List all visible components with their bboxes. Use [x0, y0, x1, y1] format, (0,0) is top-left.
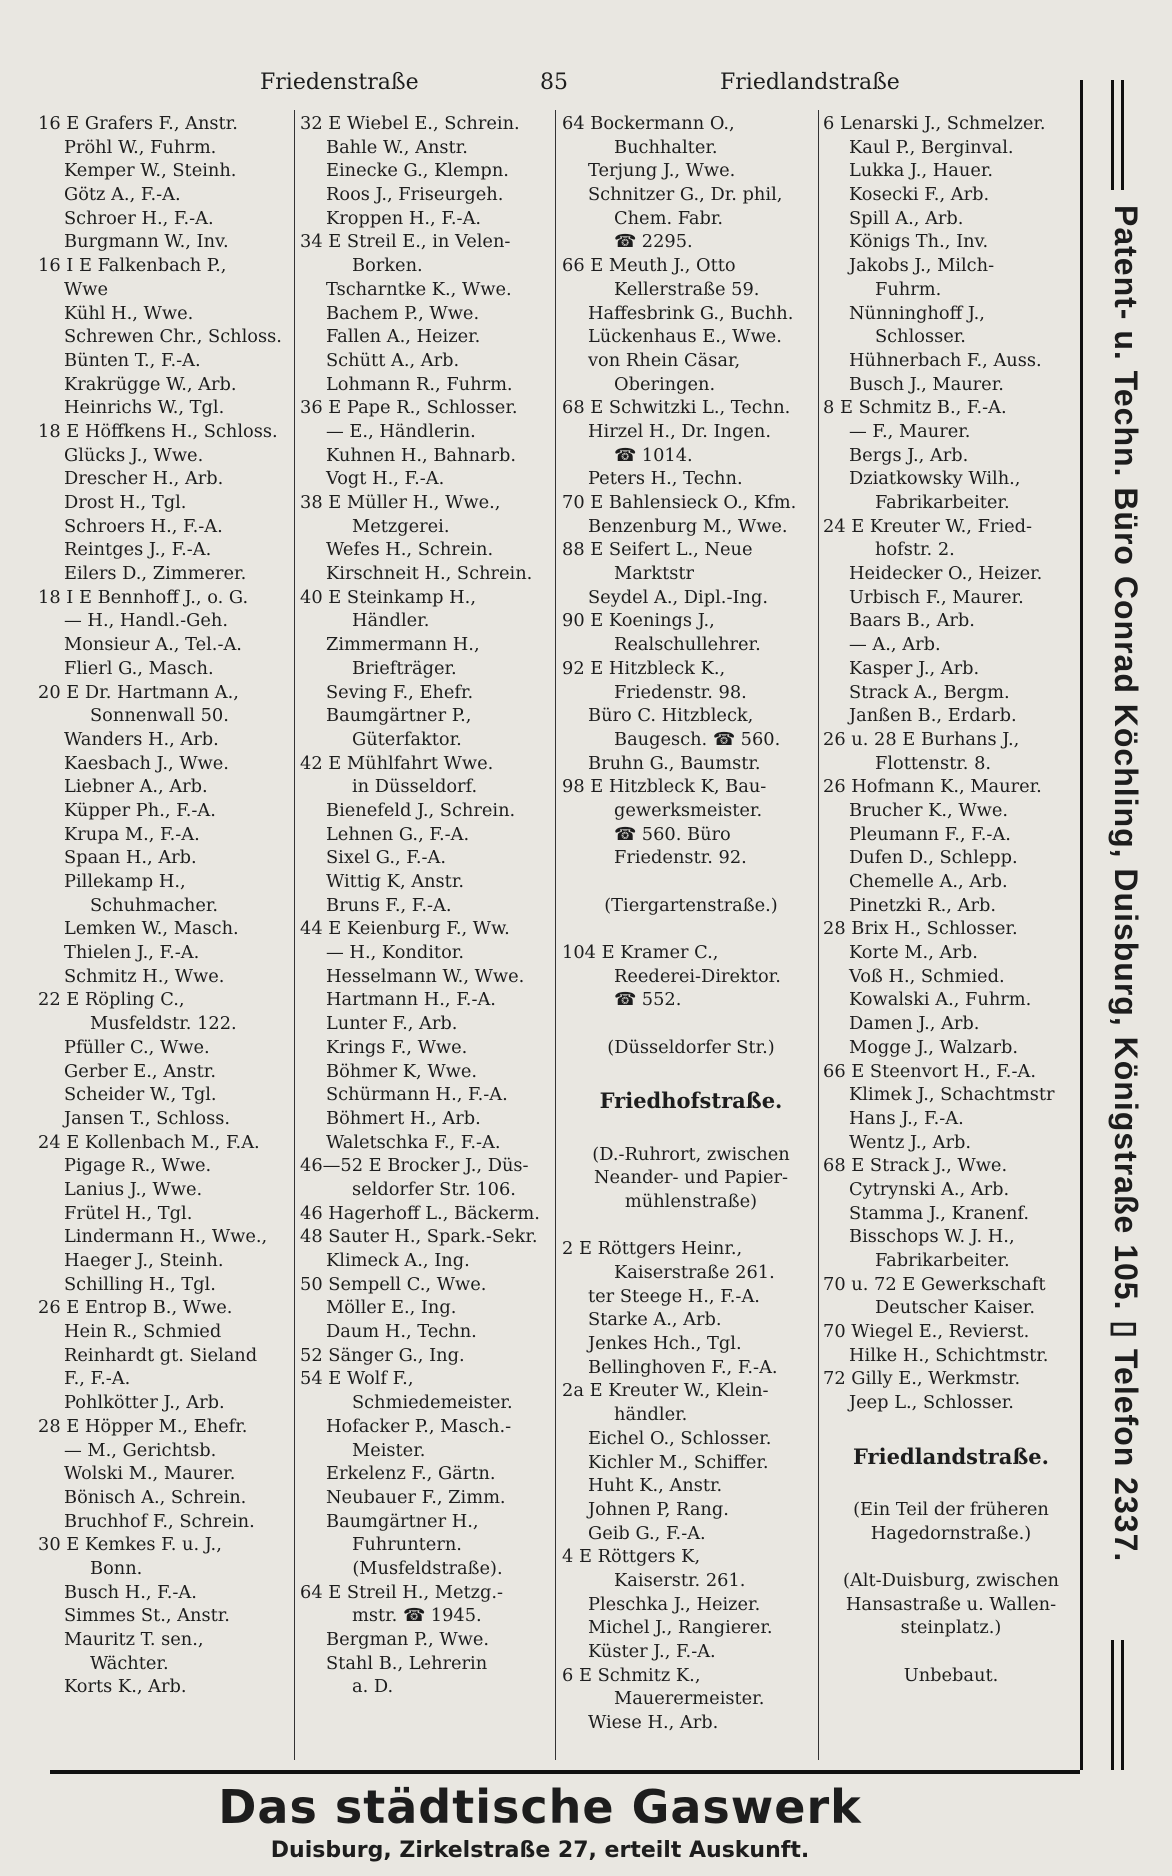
directory-entry: Jansen T., Schloss. [64, 1107, 231, 1129]
directory-entry: händler. [614, 1404, 688, 1426]
directory-entry: Seving F., Ehefr. [326, 681, 474, 703]
directory-entry [562, 1119, 820, 1143]
header-left-street: Friedenstraße [260, 70, 419, 95]
directory-entry: Hesselmann W., Wwe. [326, 965, 525, 987]
directory-entry: Seydel A., Dipl.-Ing. [588, 586, 768, 608]
directory-entry: 4 E Röttgers K, [562, 1546, 701, 1568]
directory-entry: Kühl H., Wwe. [64, 302, 194, 324]
directory-entry: — F., Maurer. [849, 420, 971, 442]
directory-entry: Fuhruntern. [352, 1534, 462, 1556]
directory-entry: Buchhalter. [614, 136, 718, 158]
directory-entry: 42 E Mühlfahrt Wwe. [300, 752, 494, 774]
directory-entry: Bienefeld J., Schrein. [326, 799, 516, 821]
directory-entry: Kichler M., Schiffer. [588, 1451, 769, 1473]
directory-entry: Reederei-Direktor. [614, 965, 781, 987]
directory-entry: ☎ 552. [614, 989, 682, 1011]
directory-entry: Eilers D., Zimmerer. [64, 563, 247, 585]
directory-entry: Borken. [352, 255, 423, 277]
directory-entry: Deutscher Kaiser. [875, 1297, 1036, 1319]
directory-entry: Terjung J., Wwe. [588, 160, 736, 182]
directory-entry: 2a E Kreuter W., Klein- [562, 1380, 769, 1402]
directory-entry: (Tiergartenstraße.) [604, 894, 778, 916]
directory-entry: Drost H., Tgl. [64, 492, 187, 513]
directory-entry: Krings F., Wwe. [326, 1036, 468, 1058]
directory-entry: 54 E Wolf F., [300, 1368, 414, 1390]
directory-entry: (Ein Teil der früheren [853, 1498, 1049, 1520]
directory-entry: Neubauer F., Zimm. [326, 1486, 506, 1508]
directory-entry: Bergs J., Arb. [849, 444, 969, 466]
directory-entry: Pinetzki R., Arb. [849, 894, 996, 916]
directory-entry: 28 Brix H., Schlosser. [823, 918, 1018, 940]
directory-entry: Klimek J., Schachtmstr [849, 1084, 1055, 1106]
directory-entry: Böhmert H., Arb. [326, 1107, 481, 1129]
directory-entry: Johnen P, Rang. [588, 1498, 729, 1520]
directory-entry: Bönisch A., Schrein. [64, 1486, 247, 1508]
directory-entry: Fabrikarbeiter. [875, 492, 1010, 513]
directory-entry: Einecke G., Klempn. [326, 160, 509, 182]
directory-entry: Schroer H., F.-A. [64, 207, 214, 229]
directory-entry: hofstr. 2. [875, 539, 955, 561]
directory-entry: Schilling H., Tgl. [64, 1273, 216, 1295]
directory-entry: Lukka J., Hauer. [849, 160, 994, 182]
directory-entry: 20 E Dr. Hartmann A., [38, 681, 239, 703]
directory-entry: 6 E Schmitz K., [562, 1664, 701, 1686]
directory-entry: Bonn. [90, 1557, 143, 1579]
directory-entry: Starke A., Arb. [588, 1309, 722, 1331]
directory-entry: 40 E Steinkamp H., [300, 586, 476, 608]
directory-entry: Friedenstr. 98. [614, 681, 747, 703]
directory-entry: mstr. ☎ 1945. [352, 1605, 482, 1627]
directory-entry: Waletschka F., F.-A. [326, 1131, 501, 1153]
directory-entry: Jeep L., Schlosser. [849, 1392, 1014, 1414]
directory-entry: Böhmer K, Wwe. [326, 1060, 478, 1082]
directory-entry: Pillekamp H., [64, 871, 186, 892]
directory-entry: Jenkes Hch., Tgl. [588, 1333, 742, 1355]
directory-entry: Wwe [64, 278, 109, 300]
directory-entry: Thielen J., F.-A. [64, 942, 200, 964]
directory-entry: — E., Händlerin. [326, 420, 476, 442]
street-heading: Friedhofstraße. [599, 1088, 783, 1114]
directory-entry: 16 E Grafers F., Anstr. [38, 113, 238, 134]
directory-entry: 22 E Röpling C., [38, 989, 185, 1011]
directory-entry: Kaul P., Berginval. [849, 136, 1014, 158]
directory-entry: Huht K., Anstr. [588, 1475, 723, 1497]
directory-entry: Stahl B., Lehrerin [326, 1652, 488, 1674]
column-3 [562, 112, 820, 1735]
directory-entry: Benzenburg M., Wwe. [588, 515, 788, 537]
directory-entry: Baars B., Arb. [849, 610, 975, 632]
decorative-rule [1111, 80, 1114, 190]
directory-entry: Reinhardt gt. Sieland [64, 1344, 258, 1366]
directory-entry: Bruns F., F.-A. [326, 894, 452, 916]
directory-entry: Reintges J., F.-A. [64, 539, 212, 561]
directory-entry: Monsieur A., Tel.-A. [64, 634, 242, 656]
directory-entry: Königs Th., Inv. [849, 231, 989, 253]
directory-entry: 88 E Seifert L., Neue [562, 539, 753, 561]
directory-entry: Wächter. [90, 1652, 169, 1674]
directory-entry: Busch H., F.-A. [64, 1581, 197, 1603]
directory-entry [823, 1640, 1079, 1664]
directory-entry: Händler. [352, 610, 430, 632]
directory-entry: seldorfer Str. 106. [352, 1178, 516, 1200]
directory-entry [823, 1415, 1079, 1439]
directory-entry: mühlenstraße) [624, 1190, 758, 1212]
directory-entry: Kowalski A., Fuhrm. [849, 989, 1032, 1011]
directory-entry: 66 E Meuth J., Otto [562, 255, 736, 277]
directory-entry: 18 I E Bennhoff J., o. G. [38, 586, 249, 608]
directory-entry: Schütt A., Arb. [326, 349, 460, 371]
directory-entry: 28 E Höpper M., Ehefr. [38, 1415, 248, 1437]
directory-entry: — M., Gerichtsb. [64, 1439, 217, 1461]
directory-entry: 32 E Wiebel E., Schrein. [300, 113, 520, 134]
directory-entry [562, 1060, 820, 1084]
directory-entry: Metzgerei. [352, 515, 450, 537]
directory-entry: Haeger J., Steinh. [64, 1250, 224, 1271]
header-right-street: Friedlandstraße [720, 70, 900, 95]
directory-entry: Baumgärtner H., [326, 1510, 479, 1532]
directory-entry: Bisschops W. J. H., [849, 1226, 1015, 1248]
directory-entry: F., F.-A. [64, 1368, 131, 1390]
directory-entry: Schuhmacher. [90, 894, 219, 916]
decorative-rule [1121, 80, 1124, 190]
directory-entry: 66 E Steenvort H., F.-A. [823, 1060, 1036, 1082]
directory-entry: Schürmann H., F.-A. [326, 1084, 508, 1106]
directory-entry: Dziatkowsky Wilh., [849, 468, 1021, 490]
directory-entry: Bruhn G., Baumstr. [588, 752, 761, 774]
directory-entry: von Rhein Cäsar, [588, 349, 741, 371]
directory-entry: 70 u. 72 E Gewerkschaft [823, 1273, 1046, 1295]
directory-entry: Bachem P., Wwe. [326, 302, 480, 324]
directory-entry: 64 E Streil H., Metzg.- [300, 1581, 504, 1603]
directory-entry: 26 Hofmann K., Maurer. [823, 776, 1042, 798]
directory-entry: 8 E Schmitz B., F.-A. [823, 397, 1007, 419]
directory-entry: Möller E., Ing. [326, 1297, 457, 1319]
column-1 [38, 112, 290, 1699]
directory-entry: Fallen A., Heizer. [326, 326, 481, 348]
directory-entry: Vogt H., F.-A. [326, 468, 445, 490]
column-divider [555, 110, 556, 1760]
directory-entry: Hofacker P., Masch.- [326, 1415, 512, 1437]
directory-entry: Hirzel H., Dr. Ingen. [588, 420, 771, 442]
directory-entry: 18 E Höffkens H., Schloss. [38, 420, 278, 442]
directory-entry [823, 1545, 1079, 1569]
directory-entry: Urbisch F., Maurer. [849, 586, 1024, 608]
directory-entry: Peters H., Techn. [588, 468, 743, 490]
directory-entry: (Musfeldstraße). [352, 1557, 503, 1579]
directory-entry: Spill A., Arb. [849, 207, 964, 229]
column-divider [294, 110, 295, 1760]
directory-entry: 48 Sauter H., Spark.-Sekr. [300, 1226, 538, 1248]
directory-entry: 36 E Pape R., Schlosser. [300, 397, 518, 419]
decorative-rule [1111, 1640, 1114, 1770]
directory-entry: Bahle W., Anstr. [326, 136, 468, 158]
directory-entry: Lückenhaus E., Wwe. [588, 326, 782, 348]
directory-entry: Küpper Ph., F.-A. [64, 799, 216, 821]
directory-entry: Lohmann R., Fuhrm. [326, 373, 513, 395]
directory-entry [562, 870, 820, 894]
directory-entry: Pleschka J., Heizer. [588, 1593, 761, 1615]
directory-entry [562, 1012, 820, 1036]
directory-entry: Erkelenz F., Gärtn. [326, 1463, 496, 1485]
directory-entry: 68 E Strack J., Wwe. [823, 1155, 1008, 1177]
directory-entry: Mauritz T. sen., [64, 1629, 204, 1650]
directory-entry: Heinrichs W., Tgl. [64, 397, 225, 419]
page-header [30, 70, 1070, 104]
directory-entry: Nünninghoff J., [849, 302, 985, 324]
directory-entry: Cytrynski A., Arb. [849, 1178, 1010, 1200]
directory-entry: ter Steege H., F.-A. [588, 1285, 760, 1307]
directory-entry: Flierl G., Masch. [64, 657, 214, 679]
directory-entry: Kosecki F., Arb. [849, 184, 990, 206]
directory-entry: — H., Konditor. [326, 942, 464, 964]
footer-ad-title: Das städtische Gaswerk [218, 1780, 862, 1834]
directory-entry: 34 E Streil E., in Velen- [300, 231, 511, 253]
directory-entry: gewerksmeister. [614, 799, 763, 821]
directory-entry: 98 E Hitzbleck K, Bau- [562, 776, 767, 798]
directory-entry: Bergman P., Wwe. [326, 1629, 490, 1650]
directory-entry: 24 E Kreuter W., Fried- [823, 515, 1033, 537]
directory-entry: Wentz J., Arb. [849, 1131, 972, 1153]
directory-entry: 2 E Röttgers Heinr., [562, 1238, 743, 1260]
directory-entry: Krupa M., F.-A. [64, 823, 200, 845]
directory-entry: Hartmann H., F.-A. [326, 989, 496, 1011]
directory-entry: Mauerermeister. [614, 1688, 765, 1710]
page-number: 85 [540, 70, 568, 95]
directory-entry: ☎ 2295. [614, 231, 693, 253]
directory-entry: Hein R., Schmied [64, 1321, 222, 1343]
directory-entry: Tscharntke K., Wwe. [326, 278, 512, 300]
directory-entry: Meister. [352, 1439, 426, 1461]
directory-entry: Kirschneit H., Schrein. [326, 563, 533, 585]
directory-entry: Kaiserstr. 261. [614, 1569, 746, 1591]
directory-entry [562, 917, 820, 941]
directory-entry: Gerber E., Anstr. [64, 1060, 216, 1082]
directory-entry: 68 E Schwitzki L., Techn. [562, 397, 791, 419]
directory-entry: Bellinghoven F., F.-A. [588, 1356, 778, 1378]
directory-entry: Klimeck A., Ing. [326, 1250, 470, 1271]
directory-entry: Hans J., F.-A. [849, 1107, 964, 1129]
directory-entry: Pigage R., Wwe. [64, 1155, 212, 1177]
directory-entry: Hansastraße u. Wallen- [845, 1593, 1057, 1615]
directory-entry: Burgmann W., Inv. [64, 231, 229, 253]
directory-entry: 70 Wiegel E., Revierst. [823, 1321, 1030, 1343]
directory-entry: Kasper J., Arb. [849, 657, 980, 679]
column-2 [300, 112, 555, 1699]
directory-entry: Korts K., Arb. [64, 1676, 187, 1698]
directory-entry: (D.-Ruhrort, zwischen [592, 1143, 790, 1165]
directory-entry: Baugesch. ☎ 560. [614, 728, 781, 750]
directory-entry: Kellerstraße 59. [614, 278, 760, 300]
directory-entry: in Düsseldorf. [352, 776, 478, 798]
directory-entry: Büro C. Hitzbleck, [588, 705, 754, 727]
directory-entry: Chemelle A., Arb. [849, 871, 1008, 892]
decorative-rule [1121, 1640, 1124, 1770]
directory-entry: Pröhl W., Fuhrm. [64, 136, 217, 158]
directory-entry: Musfeldstr. 122. [90, 1013, 237, 1035]
footer-ad-subtitle: Duisburg, Zirkelstraße 27, erteilt Auskunft. [270, 1838, 810, 1863]
directory-entry: Realschullehrer. [614, 634, 761, 656]
directory-entry: Michel J., Rangierer. [588, 1617, 773, 1639]
directory-entry: Lemken W., Masch. [64, 918, 239, 940]
directory-entry: 70 E Bahlensieck O., Kfm. [562, 492, 797, 513]
directory-entry: Spaan H., Arb. [64, 847, 197, 869]
directory-entry: Kaesbach J., Wwe. [64, 752, 229, 774]
side-advertisement [1080, 80, 1165, 1770]
directory-entry: Schmiedemeister. [352, 1392, 513, 1414]
directory-entry: Sonnenwall 50. [90, 705, 229, 727]
directory-entry: (Düsseldorfer Str.) [607, 1036, 775, 1058]
directory-entry: Pohlkötter J., Arb. [64, 1392, 225, 1414]
directory-entry: 104 E Kramer C., [562, 942, 719, 964]
side-ad-text: Patent- u. Techn. Büro Conrad Köchling, Duisburg, Königstraße 105. ▯ Telefon 2337. [1108, 205, 1144, 1563]
directory-entry: Glücks J., Wwe. [64, 444, 204, 466]
directory-entry: Marktstr [614, 563, 694, 585]
directory-entry: (Alt-Duisburg, zwischen [843, 1569, 1059, 1591]
directory-entry: a. D. [352, 1676, 394, 1698]
directory-entry: — H., Handl.-Geh. [64, 610, 229, 632]
directory-entry: 6 Lenarski J., Schmelzer. [823, 113, 1046, 134]
column-4 [823, 112, 1079, 1687]
directory-entry: Damen J., Arb. [849, 1013, 980, 1035]
directory-entry: Schmitz H., Wwe. [64, 965, 225, 987]
directory-entry: Pleumann F., F.-A. [849, 823, 1011, 845]
directory-entry: Roos J., Friseurgeh. [326, 184, 504, 206]
directory-entry: Kroppen H., F.-A. [326, 207, 482, 229]
directory-entry: Wiese H., Arb. [588, 1712, 719, 1734]
directory-entry: Schrewen Chr., Schloss. [64, 326, 282, 348]
directory-entry: 90 E Koenings J., [562, 610, 715, 632]
directory-entry: Briefträger. [352, 657, 457, 679]
directory-entry: Frütel H., Tgl. [64, 1202, 193, 1224]
directory-entry: 64 Bockermann O., [562, 113, 735, 134]
directory-entry: Brucher K., Wwe. [849, 799, 1009, 821]
directory-entry: Hilke H., Schichtmstr. [849, 1344, 1049, 1366]
directory-entry: Liebner A., Arb. [64, 776, 208, 798]
directory-entry: Wanders H., Arb. [64, 728, 219, 750]
directory-entry: 52 Sänger G., Ing. [300, 1344, 465, 1366]
directory-entry: 16 I E Falkenbach P., [38, 255, 227, 277]
directory-entry: Küster J., F.-A. [588, 1641, 716, 1662]
directory-entry: 30 E Kemkes F. u. J., [38, 1534, 222, 1556]
directory-entry: Voß H., Schmied. [849, 965, 1005, 987]
directory-entry: Hagedornstraße.) [870, 1522, 1032, 1544]
directory-entry: ☎ 1014. [614, 444, 693, 466]
directory-entry: Wefes H., Schrein. [326, 539, 494, 561]
directory-entry: 50 Sempell C., Wwe. [300, 1273, 487, 1295]
directory-entry: 26 u. 28 E Burhans J., [823, 728, 1020, 750]
directory-entry: Lindermann H., Wwe., [64, 1226, 268, 1248]
directory-entry: 46—52 E Brocker J., Düs- [300, 1155, 529, 1177]
directory-entry: Mogge J., Walzarb. [849, 1036, 1019, 1058]
directory-entry: Flottenstr. 8. [875, 752, 992, 774]
directory-entry: Krakrügge W., Arb. [64, 373, 237, 395]
directory-entry: Pfüller C., Wwe. [64, 1036, 210, 1058]
directory-entry: Chem. Fabr. [614, 207, 724, 229]
directory-entry: Kemper W., Steinh. [64, 160, 237, 182]
directory-entry: Hühnerbach F., Auss. [849, 349, 1042, 371]
directory-entry: Wolski M., Maurer. [64, 1463, 236, 1485]
directory-entry: Stamma J., Kranenf. [849, 1202, 1030, 1224]
directory-entry: Güterfaktor. [352, 728, 462, 750]
directory-entry: Zimmermann H., [326, 634, 480, 656]
directory-entry: Schlosser. [875, 326, 966, 348]
directory-entry: Korte M., Arb. [849, 942, 978, 964]
directory-entry: Geib G., F.-A. [588, 1522, 706, 1544]
directory-entry: Drescher H., Arb. [64, 468, 224, 490]
directory-entry: Simmes St., Anstr. [64, 1605, 230, 1627]
directory-entry: Janßen B., Erdarb. [849, 705, 1017, 727]
directory-entry: Götz A., F.-A. [64, 184, 181, 206]
directory-entry: Kuhnen H., Bahnarb. [326, 444, 517, 466]
directory-entry: Wittig K, Anstr. [326, 871, 465, 892]
directory-entry: Oberingen. [614, 373, 716, 395]
directory-entry: Eichel O., Schlosser. [588, 1427, 772, 1449]
directory-entry: 38 E Müller H., Wwe., [300, 492, 501, 513]
directory-entry: Schnitzer G., Dr. phil, [588, 184, 783, 206]
directory-entry: Sixel G., F.-A. [326, 847, 447, 869]
directory-entry: 26 E Entrop B., Wwe. [38, 1297, 233, 1319]
directory-entry: 44 E Keienburg F., Ww. [300, 918, 510, 940]
directory-entry: Lunter F., Arb. [326, 1013, 458, 1035]
directory-entry: Daum H., Techn. [326, 1321, 477, 1343]
directory-entry: 46 Hagerhoff L., Bäckerm. [300, 1202, 540, 1224]
street-heading: Friedlandstraße. [853, 1443, 1049, 1469]
directory-entry: Fabrikarbeiter. [875, 1250, 1010, 1271]
directory-entry: — A., Arb. [849, 634, 941, 656]
directory-entry: Lanius J., Wwe. [64, 1178, 203, 1200]
directory-entry [823, 1474, 1079, 1498]
directory-entry: Dufen D., Schlepp. [849, 847, 1018, 869]
directory-entry: Unbebaut. [903, 1664, 999, 1686]
directory-entry: Busch J., Maurer. [849, 373, 1004, 395]
directory-entry: Neander- und Papier- [593, 1167, 788, 1189]
directory-entry: Strack A., Bergm. [849, 681, 1010, 703]
directory-entry: Baumgärtner P., [326, 705, 472, 727]
directory-entry: Kaiserstraße 261. [614, 1262, 775, 1283]
directory-entry: Schroers H., F.-A. [64, 515, 223, 537]
directory-entry: 72 Gilly E., Werkmstr. [823, 1368, 1021, 1390]
directory-entry: Heidecker O., Heizer. [849, 563, 1043, 585]
directory-entry: Bünten T., F.-A. [64, 349, 201, 371]
directory-entry: Friedenstr. 92. [614, 847, 747, 869]
footer-divider [50, 1770, 1080, 1774]
directory-entry: steinplatz.) [900, 1617, 1002, 1639]
directory-entry: ☎ 560. Büro [614, 823, 731, 845]
directory-entry: Haffesbrink G., Buchh. [588, 302, 794, 324]
directory-entry: Lehnen G., F.-A. [326, 823, 470, 845]
directory-entry: 92 E Hitzbleck K., [562, 657, 726, 679]
directory-entry: 24 E Kollenbach M., F.A. [38, 1131, 260, 1153]
directory-entry: Bruchhof F., Schrein. [64, 1510, 255, 1532]
directory-entry: Jakobs J., Milch- [849, 255, 995, 277]
directory-entry: Fuhrm. [875, 278, 942, 300]
directory-entry: Scheider W., Tgl. [64, 1084, 217, 1106]
directory-entry [562, 1214, 820, 1238]
